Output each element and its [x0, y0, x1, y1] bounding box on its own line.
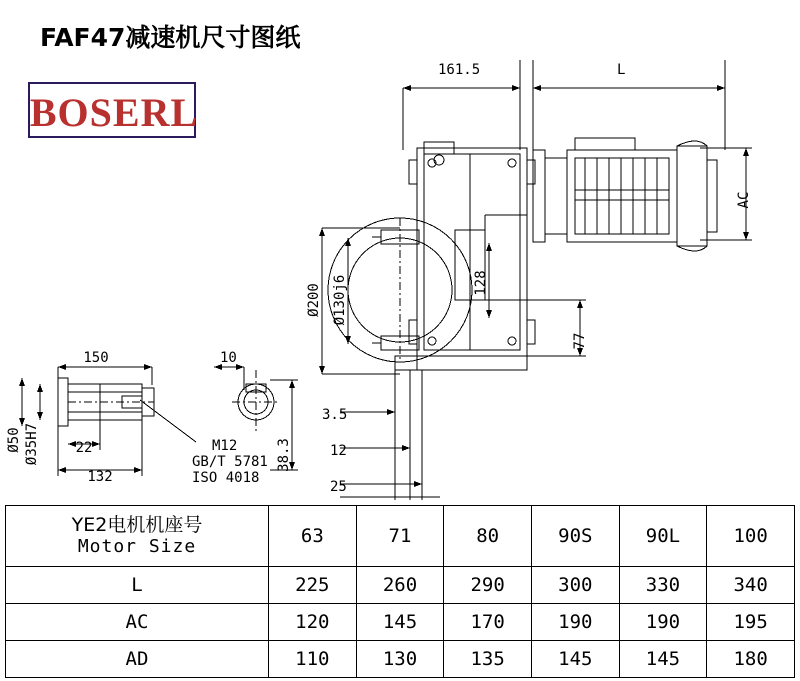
dim-10: 10	[220, 350, 237, 366]
dim-AC: AC	[736, 191, 752, 209]
value-cell: 130	[356, 641, 444, 678]
dim-d130j6: Ø130j6	[332, 274, 348, 326]
logo-text: BOSERL	[29, 89, 199, 135]
dim-161-5: 161.5	[438, 62, 481, 78]
row-label: L	[6, 567, 269, 604]
value-cell: 170	[444, 604, 532, 641]
dim-77: 77	[572, 332, 588, 350]
note-m12: M12	[212, 438, 238, 454]
size-cell: 100	[707, 506, 795, 567]
value-cell: 330	[619, 567, 707, 604]
dim-d50: Ø50	[6, 427, 22, 453]
table-row	[6, 604, 795, 641]
dim-25: 25	[330, 479, 347, 495]
value-cell: 195	[707, 604, 795, 641]
dim-128: 128	[473, 270, 489, 296]
row-label: AD	[6, 641, 269, 678]
value-cell: 260	[356, 567, 444, 604]
motor-size-label-cn: YE2电机机座号	[71, 513, 203, 536]
table-row	[6, 641, 795, 678]
spec-table	[5, 505, 795, 678]
table-row	[6, 567, 795, 604]
dim-d200: Ø200	[306, 283, 322, 317]
value-cell: 190	[619, 604, 707, 641]
dim-22: 22	[75, 440, 93, 456]
value-cell: 145	[531, 641, 619, 678]
value-cell: 120	[269, 604, 357, 641]
value-cell: 145	[356, 604, 444, 641]
dim-38-3: 38.3	[276, 438, 292, 472]
dim-d35h7: Ø35H7	[24, 422, 40, 466]
dim-150: 150	[83, 350, 109, 366]
value-cell: 110	[269, 641, 357, 678]
page-title: FAF47减速机尺寸图纸	[40, 23, 301, 52]
row-label: AC	[6, 604, 269, 641]
size-cell: 71	[356, 506, 444, 567]
dim-132: 132	[87, 469, 113, 485]
size-cell: 63	[269, 506, 357, 567]
value-cell: 290	[444, 567, 532, 604]
table-row	[6, 506, 795, 567]
value-cell: 135	[444, 641, 532, 678]
motor-size-label-en: Motor Size	[77, 535, 197, 557]
note-iso4018: ISO 4018	[192, 470, 260, 486]
size-cell: 90S	[531, 506, 619, 567]
dim-L: L	[617, 62, 626, 78]
motor-size-label	[6, 506, 269, 567]
size-cell: 90L	[619, 506, 707, 567]
note-gbt5781: GB/T 5781	[192, 454, 268, 470]
value-cell: 300	[531, 567, 619, 604]
dim-3-5: 3.5	[322, 407, 348, 423]
dim-12: 12	[330, 443, 347, 459]
value-cell: 190	[531, 604, 619, 641]
value-cell: 225	[269, 567, 357, 604]
value-cell: 340	[707, 567, 795, 604]
value-cell: 180	[707, 641, 795, 678]
value-cell: 145	[619, 641, 707, 678]
size-cell: 80	[444, 506, 532, 567]
